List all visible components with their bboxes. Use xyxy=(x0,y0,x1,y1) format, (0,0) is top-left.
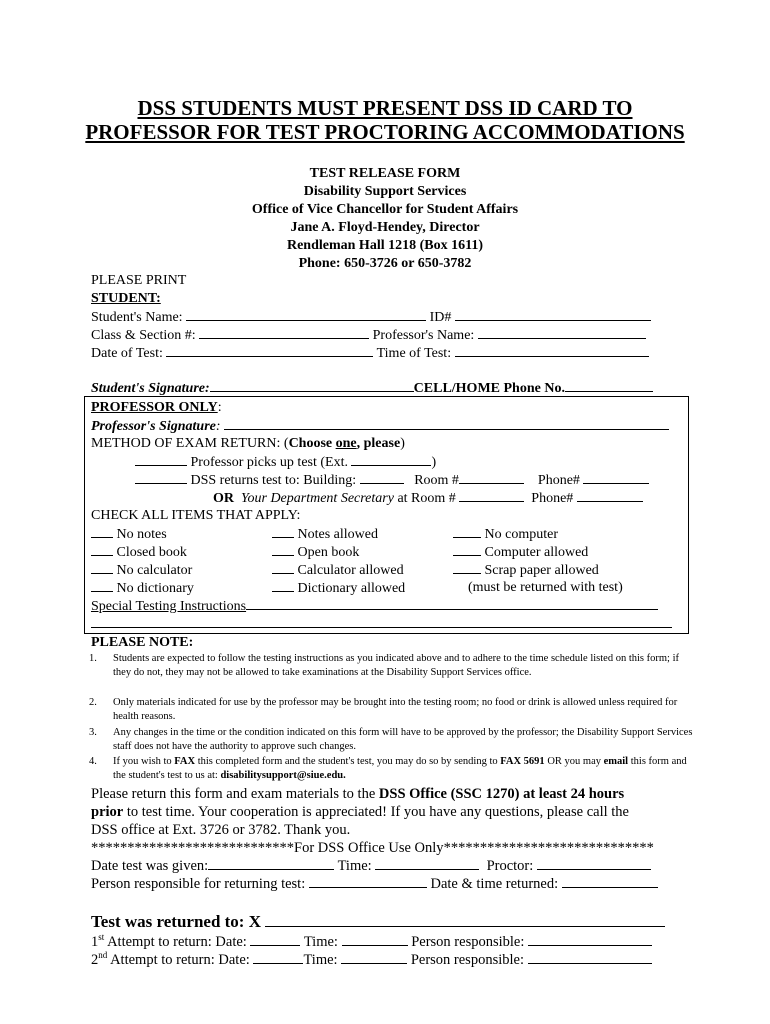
pickup-row xyxy=(135,453,436,472)
professor-only-label: PROFESSOR ONLY xyxy=(91,400,218,415)
checkbox-label: Calculator allowed xyxy=(297,563,404,578)
secretary-room-label: at Room # xyxy=(397,491,456,506)
student-name-label: Student's Name: xyxy=(91,310,183,325)
note-2: 2. Only materials indicated for use by the professor may be brought into the testing room; no food or drink is allowed unless required for health reasons. xyxy=(89,696,689,724)
please-print: PLEASE PRINT xyxy=(91,273,187,288)
attempt-1-person-field[interactable] xyxy=(528,933,652,946)
test-returned-field[interactable] xyxy=(265,912,665,927)
pickup-ext-field[interactable] xyxy=(351,453,431,466)
checkbox-no-dictionary[interactable] xyxy=(91,579,194,598)
date-time-returned-field[interactable] xyxy=(562,875,658,888)
student-name-row xyxy=(91,308,651,327)
professor-name-field[interactable] xyxy=(478,326,646,339)
secretary-room-field[interactable] xyxy=(459,489,524,502)
person-returning-label: Person responsible for returning test: xyxy=(91,876,306,892)
checkbox-no-calculator[interactable] xyxy=(91,561,192,580)
time-field[interactable] xyxy=(455,344,649,357)
test-returned-row xyxy=(91,912,665,932)
email-link[interactable]: disabilitysupport@siue.edu. xyxy=(220,770,346,781)
or-label: OR xyxy=(213,491,234,506)
secretary-phone-field[interactable] xyxy=(577,489,643,502)
attempt-1-person-label: Person responsible: xyxy=(411,934,525,950)
office-address: Rendleman Hall 1218 (Box 1611) xyxy=(286,238,483,253)
secretary-label: Your Department Secretary xyxy=(241,491,394,506)
checkbox-calculator-allowed[interactable] xyxy=(272,561,404,580)
checkbox-computer-allowed[interactable] xyxy=(453,543,588,562)
checkbox-label: Open book xyxy=(297,545,360,560)
professor-name-label: Professor's Name: xyxy=(372,328,475,343)
closing-line-3: DSS office at Ext. 3726 or 3782. Thank you. xyxy=(91,822,351,838)
scrap-paper-note: (must be returned with test) xyxy=(468,580,623,595)
office-name: Office of Vice Chancellor for Student Affairs xyxy=(251,202,519,217)
date-given-field[interactable] xyxy=(208,857,334,870)
phone-label: Phone# xyxy=(537,473,580,488)
note-1: 1. Students are expected to follow the testing instructions as you indicated above and to adhere to the time schedule listed on this form; if they do not, they may not be allowed to take examinations at the Disability Support Services office. xyxy=(89,652,689,694)
attempt-2-row: 2nd Attempt to return: Date: Time: Person responsible: xyxy=(91,951,652,969)
note-1-text: Students are expected to follow the testing instructions as you indicated above and to adhere to the time schedule listed on this form; if they do not, they may not be allowed to take examinations at the Disability Support Services office. xyxy=(113,653,679,678)
pickup-close: ) xyxy=(431,455,437,470)
proctor-field[interactable] xyxy=(537,857,651,870)
closing-line-1: Please return this form and exam materials to the DSS Office (SSC 1270) at least 24 hours xyxy=(91,786,625,802)
checkbox-label: Dictionary allowed xyxy=(297,581,406,596)
checkbox-label: No computer xyxy=(484,527,558,542)
pickup-label: Professor picks up test (Ext. xyxy=(190,455,348,470)
class-label: Class & Section #: xyxy=(91,328,196,343)
attempt-2-person-field[interactable] xyxy=(528,951,652,964)
date-time-returned-label: Date & time returned: xyxy=(430,876,559,892)
method-close: ) xyxy=(400,436,405,451)
attempt-1-row: 1st Attempt to return: Date: Time: Person responsible: xyxy=(91,933,652,951)
method-row xyxy=(91,435,405,453)
returning-row xyxy=(91,875,658,893)
dss-return-check[interactable] xyxy=(135,471,187,484)
building-field[interactable] xyxy=(360,471,404,484)
checkbox-label: Computer allowed xyxy=(484,545,589,560)
secretary-row xyxy=(213,489,643,508)
professor-only-row xyxy=(91,399,222,417)
student-signature-field[interactable] xyxy=(210,379,414,392)
room-label: Room # xyxy=(414,473,459,488)
attempt-2-date-field[interactable] xyxy=(253,951,303,964)
checkbox-scrap-paper[interactable] xyxy=(453,561,599,580)
phone-field[interactable] xyxy=(583,471,649,484)
professor-signature-row: Professor's Signature: xyxy=(91,417,669,436)
attempt-2-time-label: Time: xyxy=(303,952,338,968)
checkbox-label: Scrap paper allowed xyxy=(484,563,599,578)
pickup-check[interactable] xyxy=(135,453,187,466)
special-instructions-label: Special Testing Instructions xyxy=(91,599,247,614)
office-phone: Phone: 650-3726 or 650-3782 xyxy=(298,256,472,271)
cell-phone-field[interactable] xyxy=(565,379,653,392)
secretary-phone-label: Phone# xyxy=(531,491,574,506)
checkbox-label: No calculator xyxy=(116,563,193,578)
checkbox-label: Notes allowed xyxy=(297,527,378,542)
note-3-text: Any changes in the time or the condition indicated on this form will have to be approved by the professor; the Disability Support Services staff does not have the authority to approve such changes. xyxy=(113,727,693,752)
attempt-2-person-label: Person responsible: xyxy=(410,952,524,968)
dept-name: Disability Support Services xyxy=(303,184,467,199)
id-field[interactable] xyxy=(455,308,651,321)
closing-line-2: prior to test time. Your cooperation is appreciated! If you have any questions, please call the xyxy=(91,804,629,820)
attempt-2-label: Attempt to return: Date: xyxy=(107,952,250,968)
note-4-text: If you wish to FAX this completed form and the student's test, you may do so by sending to FAX 5691 OR you may email this form and the student's test to us at: disabilitysupport@siue.edu. xyxy=(113,756,687,781)
method-one: one xyxy=(335,436,357,451)
date-row xyxy=(91,344,649,363)
check-all-label: CHECK ALL ITEMS THAT APPLY: xyxy=(91,508,301,523)
date-label: Date of Test: xyxy=(91,346,163,361)
attempt-1-label: Attempt to return: Date: xyxy=(104,934,247,950)
checkbox-notes-allowed[interactable] xyxy=(272,525,378,544)
special-instructions-row xyxy=(91,597,658,616)
student-name-field[interactable] xyxy=(186,308,426,321)
professor-signature-label: Professor's Signature xyxy=(91,419,216,434)
checkbox-label: Closed book xyxy=(116,545,187,560)
method-choose: Choose xyxy=(288,436,336,451)
dss-return-row xyxy=(135,471,649,490)
dss-return-label: DSS returns test to: Building: xyxy=(190,473,357,488)
class-row xyxy=(91,326,646,345)
director-name: Jane A. Floyd-Hendey, Director xyxy=(290,220,480,235)
method-please: , please xyxy=(356,436,401,451)
heading-line-1: DSS STUDENTS MUST PRESENT DSS ID CARD TO xyxy=(137,96,633,120)
date-given-label: Date test was given: xyxy=(91,858,209,874)
class-field[interactable] xyxy=(199,326,369,339)
checkbox-no-computer[interactable] xyxy=(453,525,558,544)
checkbox-open-book[interactable] xyxy=(272,543,359,562)
given-time-label: Time: xyxy=(337,858,372,874)
special-instructions-line-2[interactable] xyxy=(91,627,672,628)
checkbox-no-notes[interactable] xyxy=(91,525,167,544)
cell-phone-label: CELL/HOME Phone No. xyxy=(413,381,565,396)
time-label: Time of Test: xyxy=(376,346,452,361)
note-2-text: Only materials indicated for use by the professor may be brought into the testing room; no food or drink is allowed unless required for health reasons. xyxy=(113,697,678,722)
professor-signature-field[interactable] xyxy=(224,417,669,430)
student-label: STUDENT: xyxy=(91,291,161,306)
date-field[interactable] xyxy=(166,344,373,357)
special-instructions-field[interactable] xyxy=(246,597,658,610)
proctor-label: Proctor: xyxy=(486,858,534,874)
note-3: 3. Any changes in the time or the condition indicated on this form will have to be approved by the professor; the Disability Support Services staff does not have the authority to approve such changes. xyxy=(89,726,689,754)
checkbox-label: No notes xyxy=(116,527,167,542)
attempt-1-time-label: Time: xyxy=(303,934,338,950)
id-label: ID# xyxy=(429,310,452,325)
please-note-title: PLEASE NOTE: xyxy=(91,635,194,650)
office-use-banner: ****************************For DSS Office Use Only***************************** xyxy=(91,840,654,856)
attempt-1-date-field[interactable] xyxy=(250,933,300,946)
student-signature-label: Student's Signature: xyxy=(91,381,210,396)
professor-only-colon: : xyxy=(217,400,222,415)
room-field[interactable] xyxy=(459,471,524,484)
checkbox-closed-book[interactable] xyxy=(91,543,187,562)
note-4: 4. If you wish to FAX this completed form and the student's test, you may do so by sending to FAX 5691 OR you may email this form and the student's test to us at: disabilitysupport@siue.edu. xyxy=(89,755,689,783)
test-returned-label: Test was returned to: X xyxy=(91,912,261,931)
attempt-1-time-field[interactable] xyxy=(342,933,408,946)
heading-line-2: PROFESSOR FOR TEST PROCTORING ACCOMMODATIONS xyxy=(85,120,685,144)
date-given-row xyxy=(91,857,651,875)
given-time-field[interactable] xyxy=(375,857,479,870)
checkbox-label: No dictionary xyxy=(116,581,194,596)
person-returning-field[interactable] xyxy=(309,875,427,888)
form-title: TEST RELEASE FORM xyxy=(309,166,461,181)
method-label: METHOD OF EXAM RETURN: ( xyxy=(91,436,289,451)
checkbox-dictionary-allowed[interactable] xyxy=(272,579,405,598)
attempt-2-time-field[interactable] xyxy=(341,951,407,964)
